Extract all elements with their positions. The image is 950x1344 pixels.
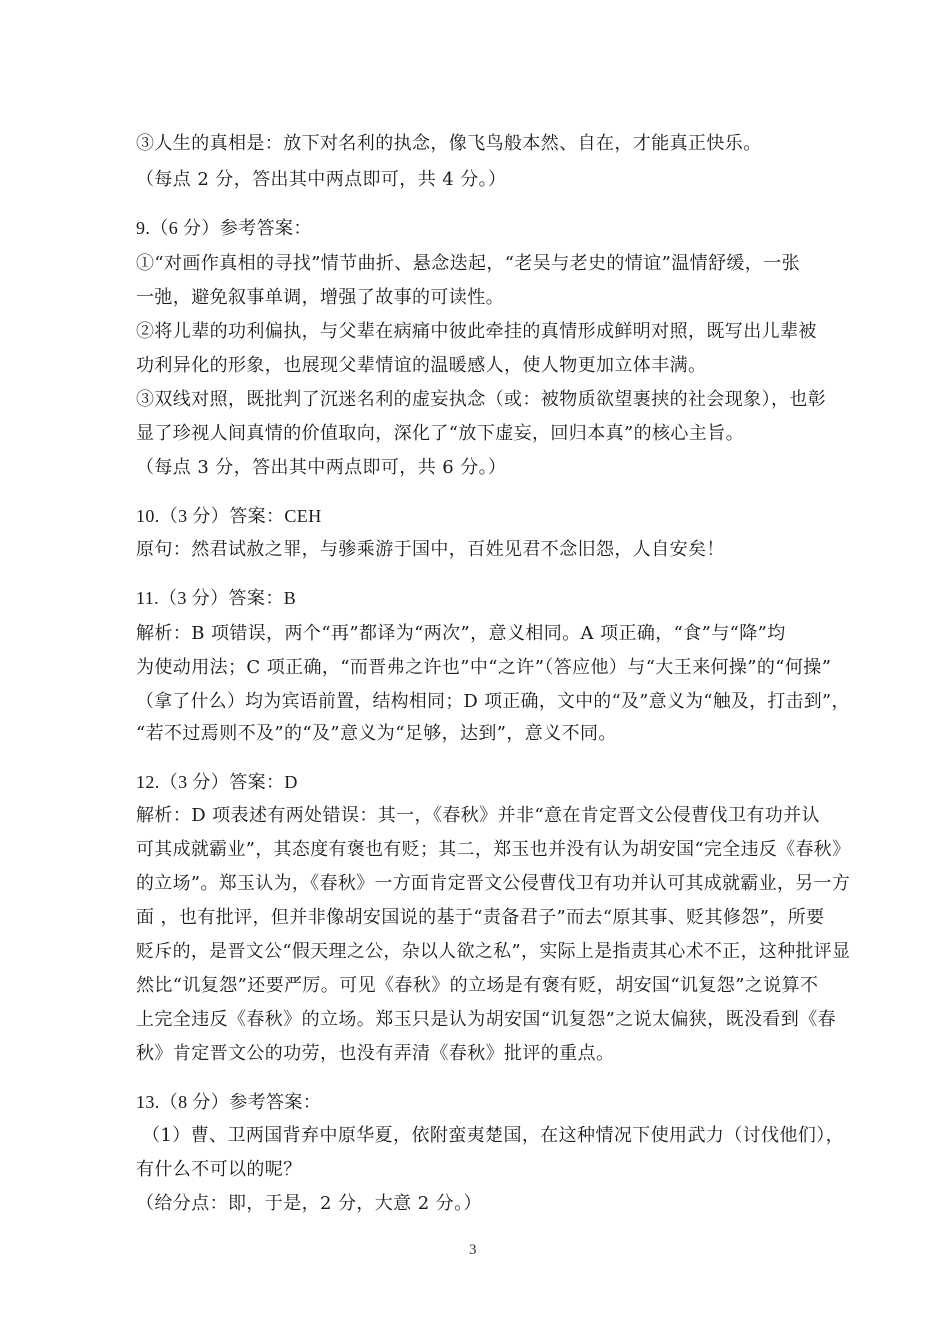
answer-12-analysis-3: 的立场”。郑玉认为，《春秋》一方面肯定晋文公侵曹伐卫有功并认可其成就霸业，另一方 [136, 873, 851, 894]
answer-9-point-1-cont: 一弛，避免叙事单调，增强了故事的可读性。 [136, 287, 504, 308]
answer-13-part-1-cont: 有什么不可以的呢？ [136, 1159, 302, 1180]
answer-9-point-3-cont: 显了珍视人间真情的价值取向，深化了“放下虚妄，回归本真”的核心主旨。 [136, 423, 745, 444]
question-13-heading: 13.（8 分）参考答案： [136, 1092, 322, 1112]
answer-12-analysis-5: 贬斥的，是晋文公“假天理之公，杂以人欲之私”，实际上是指责其心术不正，这种批评显 [136, 941, 851, 962]
question-9-heading: 9.（6 分）参考答案： [136, 218, 312, 238]
page-number: 3 [469, 1242, 477, 1258]
answer-9-scoring: （每点 3 分，答出其中两点即可，共 6 分。） [136, 457, 507, 478]
answer-11-analysis-2: 为使动用法；C 项正确，“而晋弗之许也”中“之许”（答应他）与“大王来何操”的“何操” [136, 657, 832, 678]
answer-9-point-3: ③双线对照，既批判了沉迷名利的虚妄执念（或：被物质欲望裹挟的社会现象），也彰 [136, 389, 827, 410]
answer-8-point-3: ③人生的真相是：放下对名利的执念，像飞鸟般本然、自在，才能真正快乐。 [136, 133, 762, 154]
answer-12-analysis-7: 上完全违反《春秋》的立场。郑玉只是认为胡安国“讥复怨”之说太偏狭，既没看到《春 [136, 1009, 837, 1030]
answer-10-original: 原句：然君试赦之罪，与骖乘游于国中，百姓见君不念旧怨，人自安矣！ [136, 539, 725, 560]
answer-13-part-1: （1）曹、卫两国背弃中原华夏，依附蛮夷楚国，在这种情况下使用武力（讨伐他们）， [142, 1125, 845, 1146]
answer-12-analysis-1: 解析：D 项表述有两处错误：其一，《春秋》并非“意在肯定晋文公侵曹伐卫有功并认 [136, 805, 820, 826]
answer-12-analysis-8: 秋》肯定晋文公的功劳，也没有弄清《春秋》批评的重点。 [136, 1043, 615, 1064]
answer-12-analysis-6: 然比“讥复怨”还要严厉。可见《春秋》的立场是有褒有贬，胡安国“讥复怨”之说算不 [136, 975, 819, 996]
answer-11-analysis-1: 解析：B 项错误，两个“再”都译为“两次”，意义相同。A 项正确，“食”与“降”均 [136, 623, 786, 644]
answer-12-analysis-2: 可其成就霸业”，其态度有褒也有贬；其二，郑玉也并没有认为胡安国“完全违反《春秋》 [136, 839, 851, 860]
answer-11-analysis-3: （拿了什么）均为宾语前置，结构相同；D 项正确，文中的“及”意义为“触及，打击到”， [136, 691, 850, 712]
question-11-heading: 11.（3 分）答案：B [136, 588, 297, 608]
answer-9-point-2-cont: 功利异化的形象，也展现父辈情谊的温暖感人，使人物更加立体丰满。 [136, 355, 707, 376]
question-10-heading: 10.（3 分）答案：CEH [136, 506, 322, 526]
answer-9-point-1: ①“对画作真相的寻找”情节曲折、悬念迭起，“老吴与老史的情谊”温情舒缓，一张 [136, 253, 801, 274]
answer-13-scoring: （给分点：即，于是，2 分，大意 2 分。） [136, 1193, 482, 1214]
answer-12-analysis-4: 面 ，也有批评，但并非像胡安国说的基于“责备君子”而去“原其事、贬其修怨”，所要 [136, 907, 825, 928]
answer-11-analysis-4: “若不过焉则不及”的“及”意义为“足够，达到”，意义不同。 [136, 723, 617, 744]
answer-8-scoring: （每点 2 分，答出其中两点即可，共 4 分。） [136, 169, 507, 190]
answer-9-point-2: ②将儿辈的功利偏执，与父辈在病痛中彼此牵挂的真情形成鲜明对照，既写出儿辈被 [136, 321, 817, 342]
question-12-heading: 12.（3 分）答案：D [136, 772, 298, 792]
